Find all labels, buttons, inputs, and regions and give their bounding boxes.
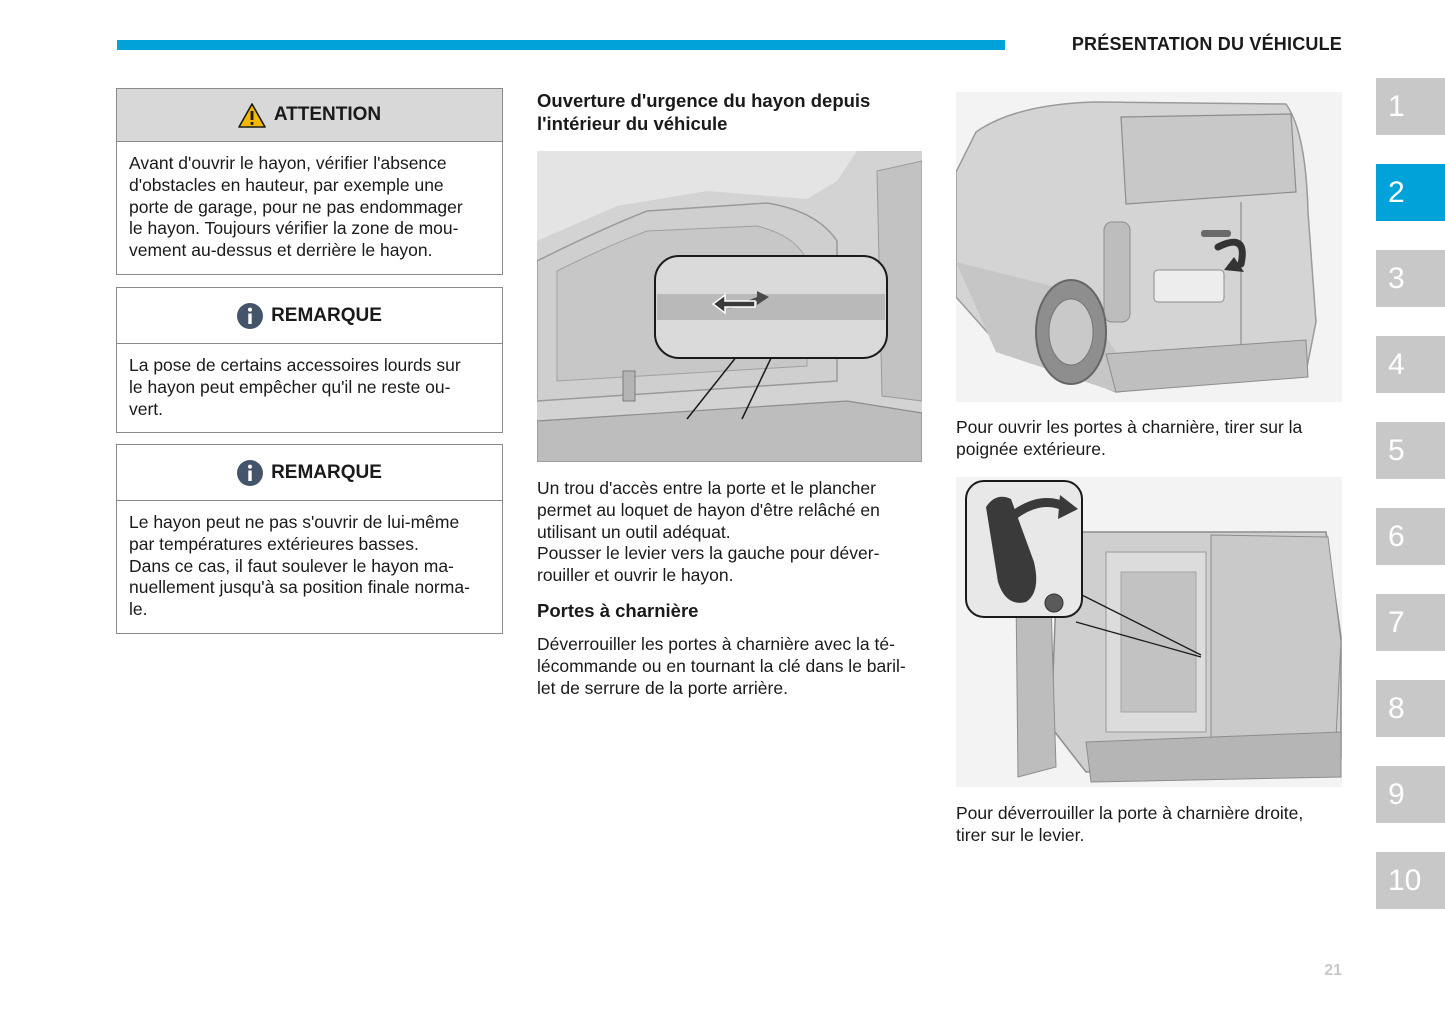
chapter-tab-4[interactable]: 4: [1376, 336, 1445, 393]
text-line: vert.: [129, 398, 164, 419]
text-line: let de serrure de la porte arrière.: [537, 677, 788, 698]
chapter-tab-1[interactable]: 1: [1376, 78, 1445, 135]
caption-exterior-handle: [956, 417, 1341, 461]
chapter-tab-6[interactable]: 6: [1376, 508, 1445, 565]
tailgate-interior-illustration: [537, 151, 922, 462]
chapter-tab-7[interactable]: 7: [1376, 594, 1445, 651]
text-line: Pousser le levier vers la gauche pour déver-: [537, 543, 880, 564]
text-line: permet au loquet de hayon d'être relâché en: [537, 499, 880, 520]
chapter-tab-2[interactable]: 2: [1376, 164, 1445, 221]
text-line: Dans ce cas, il faut soulever le hayon ma-: [129, 555, 454, 576]
van-rear-doors-illustration: [956, 92, 1342, 402]
text-line: Pour ouvrir les portes à charnière, tirer sur la: [956, 417, 1303, 437]
attention-box-title: ATTENTION: [273, 104, 382, 125]
attention-box-header: [117, 89, 502, 142]
chapter-tab-8[interactable]: 8: [1376, 680, 1445, 737]
remarque-box-2-title: REMARQUE: [271, 461, 382, 483]
page-number: 21: [1324, 962, 1342, 979]
section-title: PRÉSENTATION DU VÉHICULE: [1071, 34, 1342, 54]
text-line: rouiller et ouvrir le hayon.: [537, 565, 734, 586]
remarque-box-2-text: [117, 501, 502, 633]
text-line: Le hayon peut ne pas s'ouvrir de lui-même: [129, 512, 460, 532]
hinged-doors-text: [537, 634, 927, 699]
remarque-box-1-text: [117, 344, 502, 432]
attention-box-text: [117, 142, 502, 274]
text-line: Un trou d'accès entre la porte et le plancher: [537, 478, 876, 498]
text-line: La pose de certains accessoires lourds sur: [129, 355, 461, 375]
remarque-box-1: [116, 287, 503, 433]
header-accent-bar: [117, 40, 1005, 50]
text-line: porte de garage, pour ne pas endommager: [129, 196, 463, 217]
remarque-box-1-title: REMARQUE: [271, 304, 382, 326]
text-line: Pour déverrouiller la porte à charnière droite,: [956, 803, 1304, 823]
chapter-tab-10[interactable]: 10: [1376, 852, 1445, 909]
info-circle-icon: [237, 303, 263, 329]
van-open-doors-illustration: [956, 477, 1342, 787]
text-line: Déverrouiller les portes à charnière avec la té-: [537, 634, 895, 654]
remarque-box-1-header: [117, 288, 502, 344]
text-line: utilisant un outil adéquat.: [537, 521, 731, 542]
text-line: poignée extérieure.: [956, 438, 1106, 459]
text-line: le.: [129, 599, 148, 620]
chapter-tab-9[interactable]: 9: [1376, 766, 1445, 823]
heading-line: Ouverture d'urgence du hayon depuis: [537, 90, 871, 111]
text-line: le hayon peut empêcher qu'il ne reste ou-: [129, 376, 451, 397]
emergency-opening-heading: [537, 89, 927, 135]
text-line: Avant d'ouvrir le hayon, vérifier l'absence: [129, 153, 447, 173]
emergency-opening-text: [537, 478, 927, 587]
remarque-box-2: [116, 444, 503, 634]
caption-right-door-lever: [956, 803, 1341, 847]
heading-line: l'intérieur du véhicule: [537, 113, 728, 134]
text-line: vement au-dessus et derrière le hayon.: [129, 240, 433, 261]
text-line: lécommande ou en tournant la clé dans le baril-: [537, 655, 906, 676]
text-line: tirer sur le levier.: [956, 824, 1085, 845]
text-line: nuellement jusqu'à sa position finale norma-: [129, 577, 470, 598]
hinged-doors-heading: Portes à charnière: [537, 600, 699, 621]
chapter-tab-3[interactable]: 3: [1376, 250, 1445, 307]
text-line: le hayon. Toujours vérifier la zone de mou-: [129, 218, 459, 239]
text-line: par températures extérieures basses.: [129, 533, 419, 554]
info-circle-icon: [237, 460, 263, 486]
attention-box: [116, 88, 503, 275]
text-line: d'obstacles en hauteur, par exemple une: [129, 174, 444, 195]
remarque-box-2-header: [117, 445, 502, 501]
chapter-tab-5[interactable]: 5: [1376, 422, 1445, 479]
warning-triangle-icon: [238, 103, 266, 128]
